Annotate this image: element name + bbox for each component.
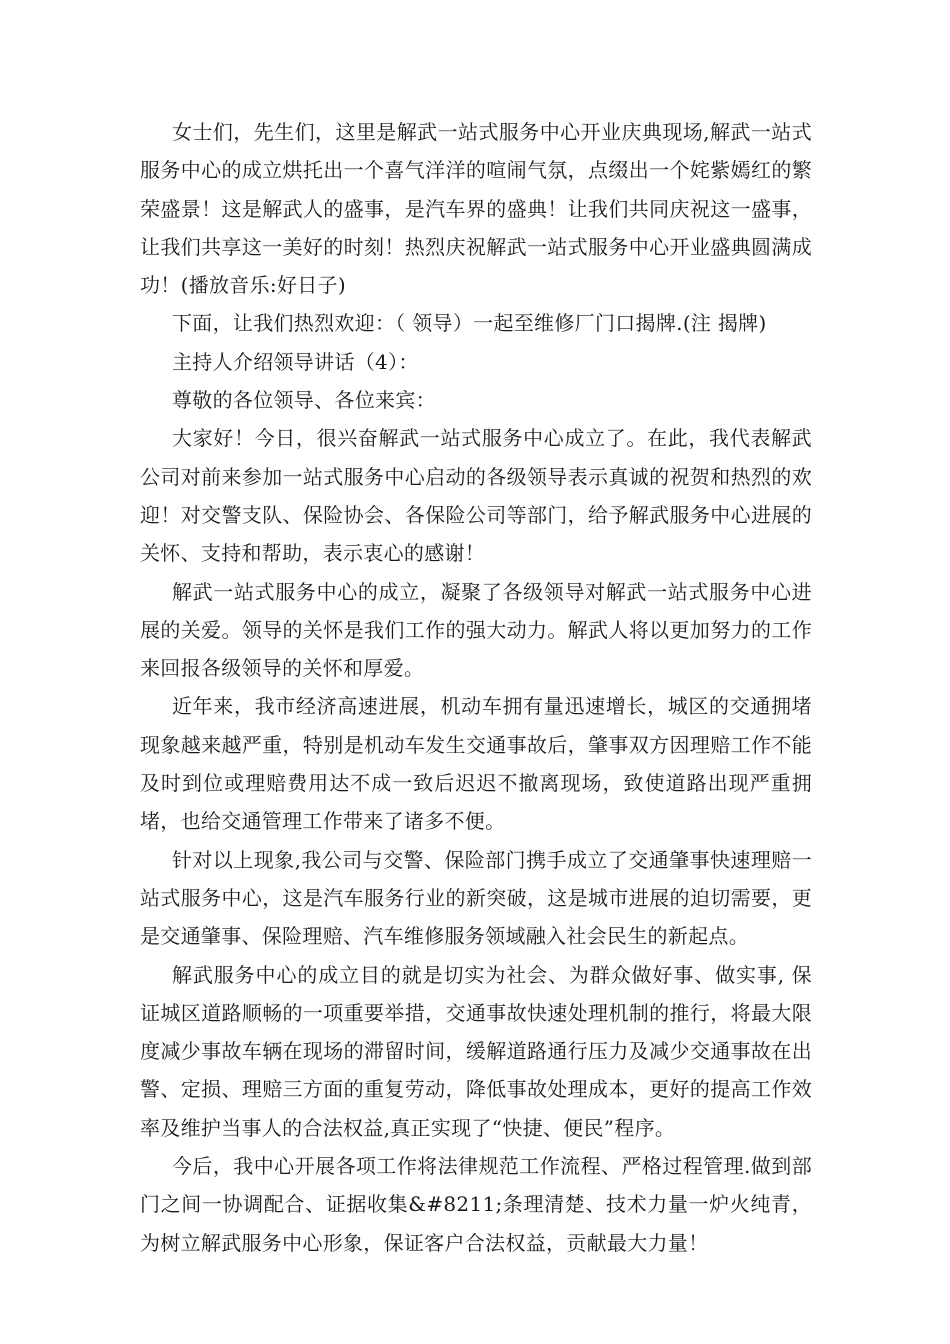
paragraph-welcome: 下面，让我们热烈欢迎：（ 领导）一起至维修厂门口揭牌.(注 揭牌) — [172, 311, 767, 336]
paragraph-greeting: 大家好！今日，很兴奋解武一站式服务中心成立了。在此，我代表解武公司对前来参加一站式服务中心启动的各级领导表示真诚的祝贺和热烈的欢迎！对交警支队、保险协会、各保险公司等部门，给予解武服务中心进展的关怀、支持和帮助，表示衷心的感谢！ — [140, 426, 812, 566]
paragraph-opening: 女士们，先生们，这里是解武一站式服务中心开业庆典现场,解武一站式服务中心的成立烘托出一个喜气洋洋的喧闹气氛，点缀出一个姹紫嫣红的繁荣盛景！这是解武人的盛事，是汽车界的盛典！让我们共同庆祝这一盛事，让我们共享这一美好的时刻！热烈庆祝解武一站式服务中心开业盛典圆满成功！(播放音乐:好日子) — [140, 120, 812, 298]
paragraph-purpose: 解武服务中心的成立目的就是切实为社会、为群众做好事、做实事, 保证城区道路顺畅的一项重要举措，交通事故快速处理机制的推行，将最大限度减少事故车辆在现场的滞留时间，缓解道路通行压力及减少交通事故在出警、定损、理赔三方面的重复劳动，降低事故处理成本，更好的提高工作效率及维护当事人的合法权益,真正实现了“快捷、便民”程序。 — [140, 962, 812, 1140]
paragraph-future: 今后，我中心开展各项工作将法律规范工作流程、严格过程管理.做到部门之间一协调配合、证据收集&#8211;条理清楚、技术力量一炉火纯青，为树立解武服务中心形象，保证客户合法权益，贡献最大力量！ — [140, 1154, 812, 1255]
paragraph-host-intro: 主持人介绍领导讲话（4）： — [172, 349, 419, 374]
paragraph-traffic-situation: 近年来，我市经济高速进展，机动车拥有量迅速增长，城区的交通拥堵现象越来越严重，特别是机动车发生交通事故后，肇事双方因理赔工作不能及时到位或理赔费用达不成一致后迟迟不撤离现场，致使道路出现严重拥堵，也给交通管理工作带来了诸多不便。 — [140, 694, 812, 834]
paragraph-service-center: 针对以上现象,我公司与交警、保险部门携手成立了交通肇事快速理赔一站式服务中心，这是汽车服务行业的新突破，这是城市进展的迫切需要，更是交通肇事、保险理赔、汽车维修服务领域融入社会民生的新起点。 — [140, 847, 812, 949]
paragraph-salutation: 尊敬的各位领导、各位来宾： — [172, 388, 436, 413]
paragraph-leadership: 解武一站式服务中心的成立，凝聚了各级领导对解武一站式服务中心进展的关爱。领导的关怀是我们工作的强大动力。解武人将以更加努力的工作来回报各级领导的关怀和厚爱。 — [140, 579, 812, 681]
document-body — [140, 113, 812, 1262]
